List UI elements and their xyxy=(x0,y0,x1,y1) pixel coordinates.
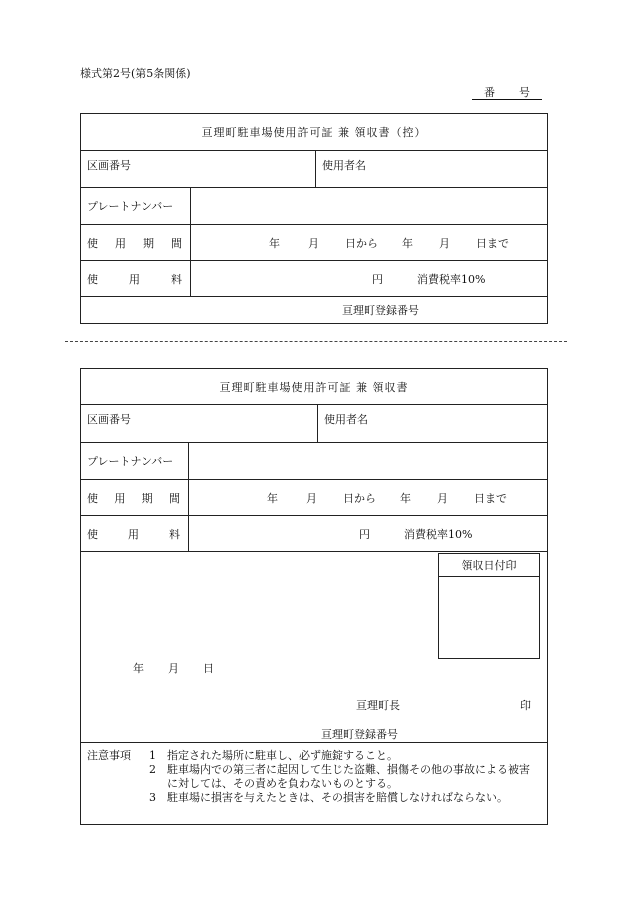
stub-period-year1: 年 xyxy=(269,236,280,250)
stub-period-day2: 日まで xyxy=(476,236,509,250)
permit-period-year1: 年 xyxy=(267,491,278,505)
stub-form xyxy=(80,113,548,324)
seal-label: 印 xyxy=(520,699,531,712)
stub-period-input[interactable] xyxy=(191,225,548,261)
note-text: に対しては、その責めを負わないものとする。 xyxy=(167,777,398,790)
permit-fee-input[interactable] xyxy=(189,516,548,552)
permit-period-char: 期 xyxy=(141,491,153,505)
mayor-label: 亘理町長 xyxy=(356,699,400,712)
note-text: 駐車場に損害を与えたときは、その損害を賠償しなければならない。 xyxy=(167,791,508,804)
note-number: 1 xyxy=(149,749,156,762)
stub-user-name-label: 使用者名 xyxy=(322,159,366,172)
note-item-continuation xyxy=(87,777,541,791)
stub-fee-char: 使 xyxy=(87,272,98,286)
form-id: 様式第2号(第5条関係) xyxy=(80,67,191,80)
note-item xyxy=(87,749,541,763)
permit-period-label xyxy=(81,480,189,516)
stub-plate-label: プレートナンバー xyxy=(81,188,191,225)
issue-date-day: 日 xyxy=(203,662,214,675)
permit-section-number-label: 区画番号 xyxy=(87,413,131,426)
note-number: 2 xyxy=(149,763,156,776)
permit-section-number-cell[interactable] xyxy=(81,405,318,443)
stub-plate-input[interactable] xyxy=(191,188,548,225)
permit-period-char: 間 xyxy=(168,491,180,505)
stub-period-char: 間 xyxy=(171,236,182,250)
stub-registration-label: 亘理町登録番号 xyxy=(342,304,420,317)
permit-period-input[interactable] xyxy=(189,480,548,516)
permit-fee-char: 使 xyxy=(87,527,98,541)
stub-tax-text: 消費税率10% xyxy=(417,272,486,286)
stub-fee-label xyxy=(81,261,191,297)
permit-period-year2: 年 xyxy=(400,491,411,505)
note-number: 3 xyxy=(149,791,156,804)
permit-fee-yen: 円 xyxy=(359,527,370,541)
note-item xyxy=(87,791,541,805)
note-text: 駐車場内での第三者に起因して生じた盗難、損傷その他の事故による被害 xyxy=(167,763,530,776)
permit-period-month2: 月 xyxy=(437,491,448,505)
stub-period-label xyxy=(81,225,191,261)
permit-form xyxy=(80,368,548,825)
stub-period-month2: 月 xyxy=(439,236,450,250)
permit-fee-char: 料 xyxy=(169,527,180,541)
stub-user-name-cell[interactable] xyxy=(316,151,548,188)
permit-registration-label: 亘理町登録番号 xyxy=(321,728,398,741)
permit-tax-text: 消費税率10% xyxy=(404,527,473,541)
permit-fee-char: 用 xyxy=(128,527,139,541)
stub-registration-cell[interactable] xyxy=(81,297,548,324)
number-label-2: 号 xyxy=(519,86,530,99)
stub-period-char: 期 xyxy=(143,236,154,250)
stub-title: 亘理町駐車場使用許可証 兼 領収書（控） xyxy=(81,114,548,151)
issue-date[interactable] xyxy=(133,660,214,676)
stub-period-year2: 年 xyxy=(402,236,413,250)
note-text: 指定された場所に駐車し、必ず施錠すること。 xyxy=(167,749,398,762)
cut-line-divider xyxy=(65,341,567,342)
permit-fee-label xyxy=(81,516,189,552)
permit-plate-label: プレートナンバー xyxy=(81,443,189,480)
stub-fee-char: 料 xyxy=(171,272,182,286)
stub-fee-yen: 円 xyxy=(372,272,383,286)
notes-heading: 注意事項 xyxy=(87,749,131,762)
note-item xyxy=(87,763,541,777)
permit-user-name-cell[interactable] xyxy=(318,405,548,443)
stub-section-number-cell[interactable] xyxy=(81,151,316,188)
permit-period-char: 用 xyxy=(114,491,126,505)
number-label-1: 番 xyxy=(484,86,495,99)
stub-period-char: 使 xyxy=(87,236,98,250)
issue-date-year: 年 xyxy=(133,662,144,675)
number-field[interactable] xyxy=(472,84,542,100)
receipt-stamp-label: 領収日付印 xyxy=(461,559,517,572)
receipt-stamp-box[interactable] xyxy=(438,576,540,659)
permit-receipt-area xyxy=(81,552,548,743)
stub-fee-input[interactable] xyxy=(191,261,548,297)
issue-date-month: 月 xyxy=(168,662,179,675)
notes-section xyxy=(81,743,548,825)
stub-period-char: 用 xyxy=(115,236,126,250)
permit-title: 亘理町駐車場使用許可証 兼 領収書 xyxy=(81,369,548,405)
receipt-stamp-label-box xyxy=(438,553,540,577)
permit-period-day1: 日から xyxy=(343,491,376,505)
stub-section-number-label: 区画番号 xyxy=(87,159,131,172)
permit-plate-input[interactable] xyxy=(189,443,548,480)
permit-period-char: 使 xyxy=(87,491,98,505)
permit-period-month1: 月 xyxy=(306,491,317,505)
stub-period-month1: 月 xyxy=(308,236,319,250)
stub-fee-char: 用 xyxy=(129,272,140,286)
permit-user-name-label: 使用者名 xyxy=(324,413,368,426)
stub-period-day1: 日から xyxy=(345,236,378,250)
permit-period-day2: 日まで xyxy=(474,491,507,505)
